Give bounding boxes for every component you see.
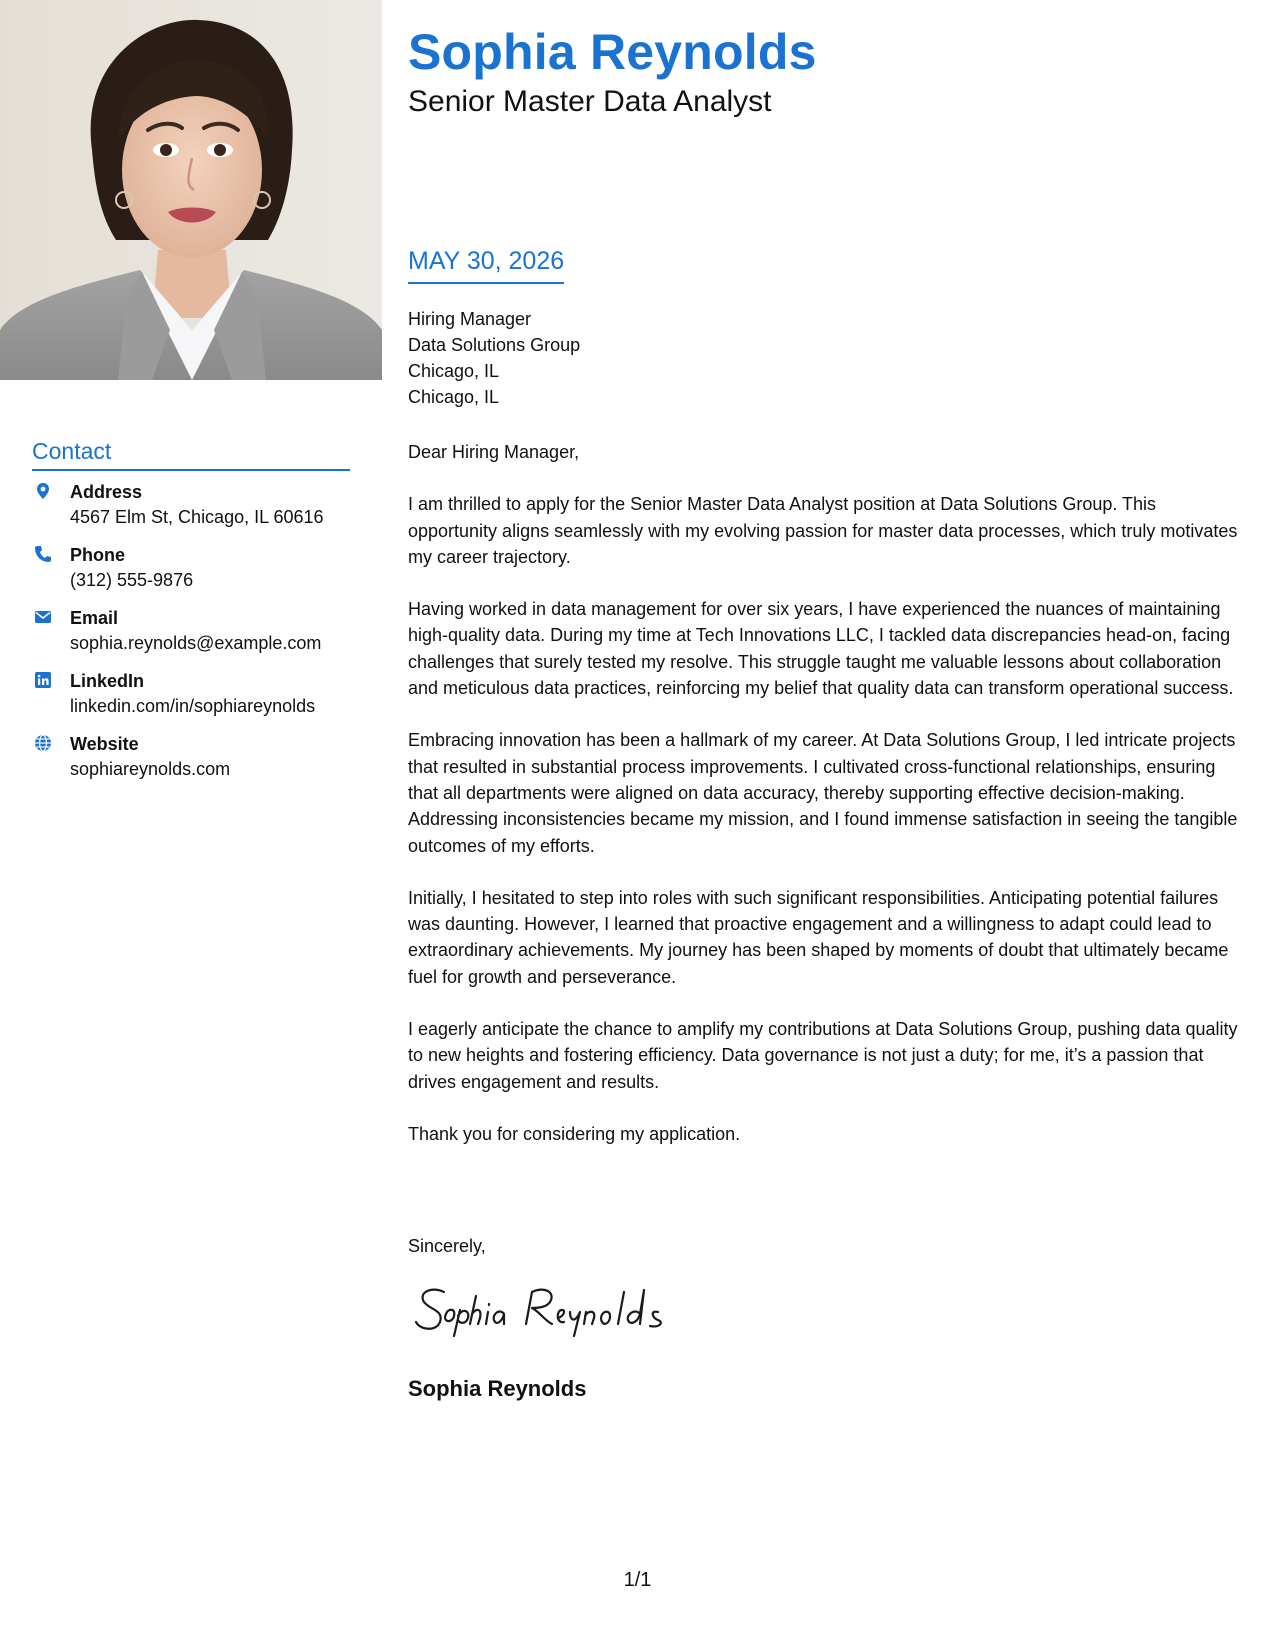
profile-photo — [0, 0, 382, 380]
phone-icon — [34, 545, 52, 563]
letter-paragraph: Having worked in data management for over six years, I have experienced the nuances of maintaining high-quality data. During my time at Tech Innovations LLC, I tackled data discrepancies head-on, facing challenges that surely tested my resolve. This struggle taught me valuable lessons about collaboration and meticulous data practices, reinforcing my belief that quality data can transform operational success. — [408, 599, 1234, 699]
contact-label: Phone — [70, 545, 126, 565]
linkedin-icon — [34, 671, 52, 689]
recipient-line: Data Solutions Group — [408, 335, 581, 355]
contact-value: linkedin.com/in/sophiareynolds — [70, 696, 316, 716]
closing: Sincerely, — [408, 1236, 486, 1256]
recipient-line: Chicago, IL — [408, 387, 500, 407]
contact-value: 4567 Elm St, Chicago, IL 60616 — [70, 507, 324, 527]
letter-body — [408, 439, 1238, 1173]
letter-paragraph: Thank you for considering my application. — [408, 1123, 741, 1144]
letter-paragraph: I am thrilled to apply for the Senior Master Data Analyst position at Data Solutions Group. This opportunity aligns seamlessly with my evolving passion for master data processes, which truly motivates my career trajectory. — [408, 494, 1238, 567]
contact-value: (312) 555-9876 — [70, 570, 194, 590]
contact-list — [32, 480, 372, 795]
recipient-address — [408, 306, 580, 410]
contact-label: Address — [70, 482, 143, 502]
map-pin-icon — [34, 482, 52, 500]
salutation: Dear Hiring Manager, — [408, 442, 580, 462]
recipient-line: Chicago, IL — [408, 361, 500, 381]
globe-icon — [34, 734, 52, 752]
letter-date: MAY 30, 2026 — [408, 246, 564, 284]
contact-heading: Contact — [32, 436, 350, 471]
contact-email — [32, 606, 372, 669]
letter-paragraph: Embracing innovation has been a hallmark of my career. At Data Solutions Group, I led intricate projects that resulted in substantial process improvements. I cultivated cross-functional relationships, ensuring that all departments were aligned on data accuracy, thereby supporting effective decision-making. Addressing inconsistencies became my mission, and I found immense satisfaction in seeing the tangible outcomes of my efforts. — [408, 730, 1238, 856]
contact-linkedin — [32, 669, 372, 732]
contact-website — [32, 732, 372, 795]
contact-value: sophiareynolds.com — [70, 759, 231, 779]
recipient-line: Hiring Manager — [408, 309, 532, 329]
handwritten-signature — [414, 1278, 674, 1338]
envelope-icon — [34, 608, 52, 626]
page-number: 1/1 — [623, 1569, 652, 1591]
letter-paragraph: I eagerly anticipate the chance to amplify my contributions at Data Solutions Group, pushing data quality to new heights and fostering efficiency. Data governance is not just a duty; for me, it’s a passion that drives engagement and results. — [408, 1019, 1238, 1092]
contact-label: LinkedIn — [70, 671, 145, 691]
contact-phone — [32, 543, 372, 606]
applicant-title: Senior Master Data Analyst — [408, 85, 772, 118]
letter-paragraph: Initially, I hesitated to step into roles with such significant responsibilities. Anticipating potential failures was daunting. However, I learned that proactive engagement and a willingness to adapt could lead to extraordinary achievements. My journey has been shaped by moments of doubt that ultimately became fuel for growth and perseverance. — [408, 887, 1229, 987]
applicant-name: Sophia Reynolds — [408, 24, 817, 80]
contact-label: Website — [70, 734, 139, 754]
contact-address — [32, 480, 372, 543]
signer-name: Sophia Reynolds — [408, 1376, 587, 1401]
contact-label: Email — [70, 608, 119, 628]
contact-value: sophia.reynolds@example.com — [70, 633, 322, 653]
